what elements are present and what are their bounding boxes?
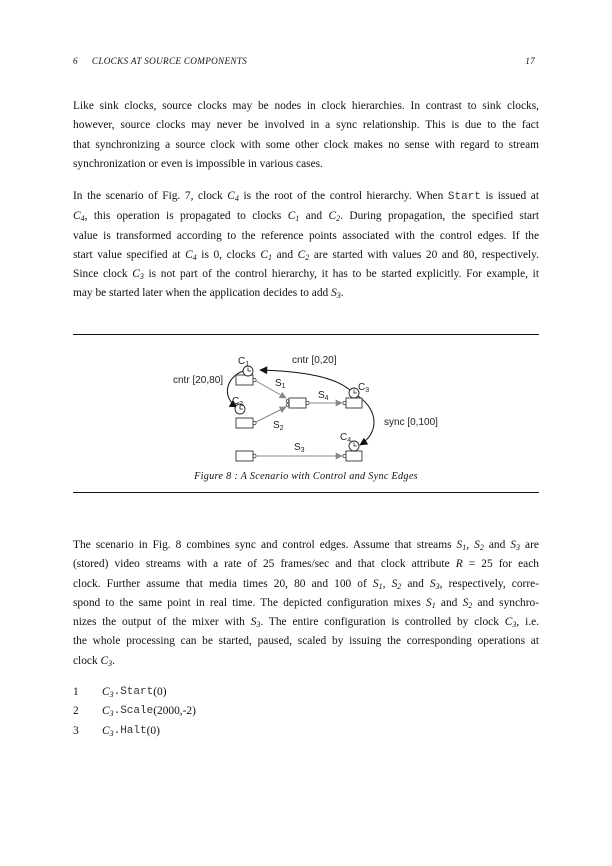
label-sync: sync [0,100] (384, 417, 438, 428)
label-c2: $C_2$ (232, 396, 244, 408)
code-line (73, 722, 373, 741)
text-line: that synchronizing a source clock with some other clock makes no sense with regard to stream (73, 138, 539, 151)
text-line: clock. Further assume that media times 20, 80 and 100 of $S_1$, $S_2$ and $S_3$, respectively, corre- (73, 577, 539, 591)
call-args: (0) (153, 686, 167, 698)
mixer-box (289, 398, 306, 408)
text-line: however, source clocks may never be involved in a sync relationship. This is due to the fact (73, 119, 539, 132)
math-clock: $C_2$ (328, 210, 341, 224)
line-number: 2 (73, 705, 79, 718)
paragraph-3 (73, 536, 539, 671)
math-clock: $C_3$ (102, 724, 114, 738)
math-clock: $C_1$ (260, 248, 272, 262)
text-line: (stored) video streams with a rate of 25 frames/sec and that clock attribute R = 25 for each (73, 558, 539, 571)
label-s2: $S_2$ (273, 420, 284, 432)
running-header (73, 56, 535, 66)
text-line: Like sink clocks, source clocks may be nodes in clock hierarchies. In contrast to sink clocks, (73, 100, 539, 112)
code-listing (73, 683, 373, 741)
math-stream: $S_3$ (510, 539, 521, 552)
code-inline: Start (447, 191, 481, 203)
call-args: (0) (146, 724, 160, 737)
math-clock: $C_4$ (227, 190, 239, 203)
stream-s2 (256, 407, 286, 422)
math-clock: $C_2$ (297, 248, 310, 262)
text-line: In the scenario of Fig. 7, clock $C_4$ is the root of the control hierarchy. When Start is issued at (73, 190, 540, 203)
line-number: 1 (73, 686, 79, 698)
source-box-s1 (236, 375, 253, 385)
text-line: $C_4$, this operation is propagated to clocks $C_1$ and $C_2$. During propagation, the specified start (73, 210, 539, 224)
line-number: 3 (73, 724, 79, 737)
text-line: spond to the same point in real time. The depicted configuration mixes $S_1$ and $S_2$ and synchro- (73, 596, 539, 610)
text-line: the whole processing can be started, paused, scaled by issuing the corresponding operations at (73, 635, 539, 648)
text-line: Since clock $C_3$ is not part of the control hierarchy, it has to be started explicitly. For example, it (73, 268, 539, 282)
math-clock: $C_3$ (100, 654, 113, 668)
label-cntr-top: cntr [0,20] (292, 355, 337, 366)
figure-top-rule (73, 334, 539, 335)
math-stream: $S_2$ (391, 577, 402, 591)
method-call: .Scale (113, 705, 154, 718)
section-heading (73, 56, 247, 66)
code-line (73, 683, 373, 702)
math-clock: $C_3$ (132, 268, 144, 282)
math-stream: $S_1$ (456, 539, 467, 552)
math-stream: $S_1$ (426, 596, 436, 610)
source-box-s3 (236, 451, 253, 461)
page-number: 17 (525, 56, 535, 66)
math-clock: $C_4$ (73, 210, 85, 224)
math-clock: $C_1$ (287, 210, 300, 224)
text-line: start value specified at $C_4$ is 0, clocks $C_1$ and $C_2$ are started with values 20 and 80, respectively. (73, 248, 539, 262)
math-stream: $S_2$ (462, 596, 473, 610)
method-call: .Start (113, 686, 154, 698)
text-line: The scenario in Fig. 8 combines sync and control edges. Assume that streams $S_1$, $S_2$ and $S_3$ are (73, 539, 539, 552)
figure-bottom-rule (73, 492, 539, 493)
sink-box-top (346, 398, 362, 408)
label-s3: $S_3$ (294, 442, 305, 454)
math-var: R (455, 558, 463, 571)
label-c1: $C_1$ (238, 356, 250, 368)
label-c4: $C_4$ (340, 432, 352, 444)
section-number: 6 (73, 56, 78, 66)
label-cntr-left: cntr [20,80] (173, 375, 224, 386)
math-stream: $S_3$ (331, 287, 341, 301)
method-call: .Halt (113, 724, 147, 737)
text-line: value is transformed according to the reference points associated with the control edges. If the (73, 229, 539, 242)
call-args: (2000,-2) (153, 705, 196, 718)
label-s1: $S_1$ (275, 378, 286, 390)
text-line: synchronization or even is impossible in various cases. (73, 157, 323, 170)
text-line: nizes the output of the mixer with $S_3$. The entire configuration is controlled by clock $C_3$, i.e. (73, 616, 539, 630)
math-stream: $S_2$ (474, 539, 484, 552)
math-clock: $C_4$ (185, 248, 197, 262)
sink-box-bottom (346, 451, 362, 461)
math-clock: $C_3$ (102, 705, 114, 719)
source-box-s2 (236, 418, 253, 428)
text-line: clock $C_3$. (73, 654, 115, 668)
section-title: CLOCKS AT SOURCE COMPONENTS (91, 56, 248, 66)
label-c3: $C_3$ (358, 382, 370, 394)
figure-diagram (160, 345, 460, 465)
math-stream: $S_1$ (372, 577, 383, 591)
math-stream: $S_3$ (250, 616, 261, 630)
figure-caption: Figure 8 : A Scenario with Control and Sync Edges (194, 471, 418, 482)
label-s4: $S_4$ (318, 390, 329, 402)
math-clock: $C_3$ (504, 616, 517, 630)
paragraph-1 (73, 97, 539, 174)
code-line (73, 702, 373, 721)
paragraph-2 (73, 187, 539, 304)
math-stream: $S_3$ (429, 577, 440, 591)
text-line: may be started later when the application decides to add $S_3$. (73, 287, 344, 301)
math-clock: $C_3$ (102, 686, 114, 699)
